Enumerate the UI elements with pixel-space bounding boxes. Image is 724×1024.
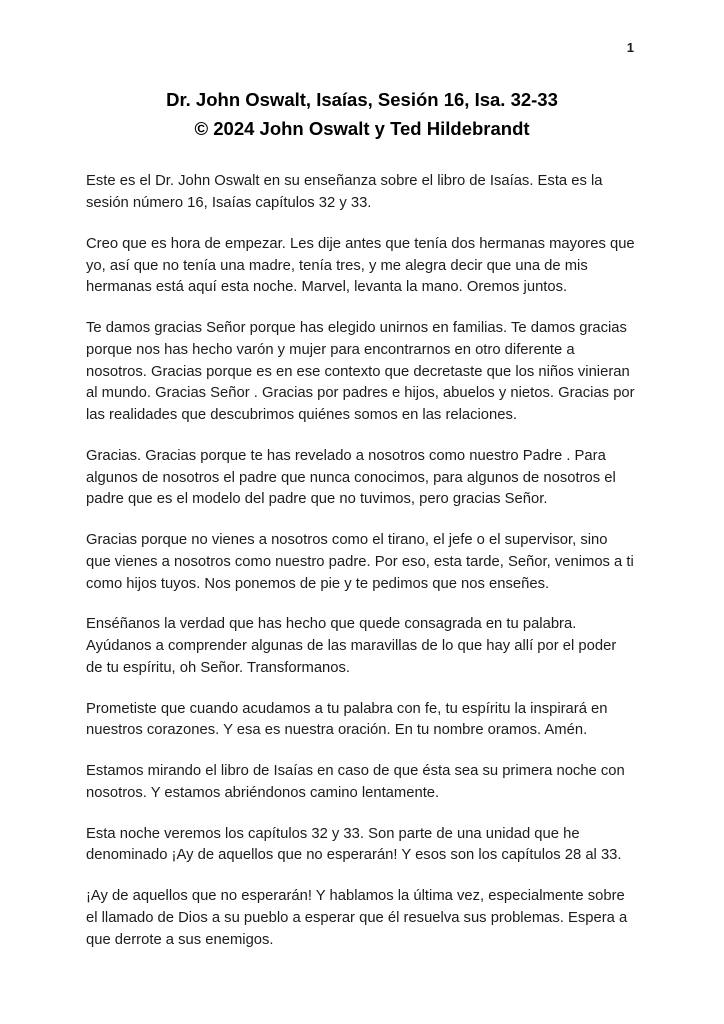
paragraph: Te damos gracias Señor porque has elegido unirnos en familias. Te damos gracias porque nos has hecho varón y mujer para encontrarnos en otro diferente a nosotros. Gracias porque es en ese contexto que decretaste que los niños vinieran al mundo. Gracias Señor . Gracias por padres e hijos, abuelos y nietos. Gracias por las realidades que descubrimos quiénes somos en las relaciones. — [86, 320, 635, 424]
paragraph: Prometiste que cuando acudamos a tu palabra con fe, tu espíritu la inspirará en nuestros corazones. Y esa es nuestra oración. En tu nombre oramos. Amén. — [86, 700, 608, 739]
title-line-2: © 2024 John Oswalt y Ted Hildebrandt — [194, 117, 530, 139]
paragraph: Este es el Dr. John Oswalt en su enseñanza sobre el libro de Isaías. Esta es la sesión número 16, Isaías capítulos 32 y 33. — [86, 173, 603, 212]
title-line-1: Dr. John Oswalt, Isaías, Sesión 16, Isa. 32-33 — [166, 89, 558, 110]
paragraph: Gracias porque no vienes a nosotros como el tirano, el jefe o el supervisor, sino que vienes a nosotros como nuestro padre. Por eso, esta tarde, Señor, venimos a ti como hijos tuyos. Nos ponemos de pie y te pedimos que nos enseñes. — [86, 532, 634, 592]
document-body — [86, 171, 636, 951]
paragraph: Gracias. Gracias porque te has revelado a nosotros como nuestro Padre . Para algunos de nosotros el padre que nunca conocimos, para algunos de nosotros el padre que es el modelo del padre que no tuvimos, pero gracias Señor. — [86, 447, 616, 508]
paragraph: ¡Ay de aquellos que no esperarán! Y hablamos la última vez, especialmente sobre el llamado de Dios a su pueblo a esperar que él resuelva sus problemas. Espera a que derrote a sus enemigos. — [86, 888, 628, 948]
page-number: 1 — [626, 40, 634, 55]
document-title — [0, 86, 724, 143]
paragraph: Esta noche veremos los capítulos 32 y 33. Son parte de una unidad que he denominado ¡Ay de aquellos que no esperarán! Y esos son los capítulos 28 al 33. — [86, 825, 622, 864]
paragraph: Enséñanos la verdad que has hecho que quede consagrada en tu palabra. Ayúdanos a comprender algunas de las maravillas de lo que hay allí por el poder de tu espíritu, oh Señor. Transformanos. — [86, 616, 617, 676]
paragraph: Estamos mirando el libro de Isaías en caso de que ésta sea su primera noche con nosotros. Y estamos abriéndonos camino lentamente. — [86, 763, 625, 801]
paragraph: Creo que es hora de empezar. Les dije antes que tenía dos hermanas mayores que yo, así que no tenía una madre, tenía tres, y me alegra decir que una de mis hermanas está aquí esta noche. Marvel, levanta la mano. Oremos juntos. — [86, 235, 635, 296]
